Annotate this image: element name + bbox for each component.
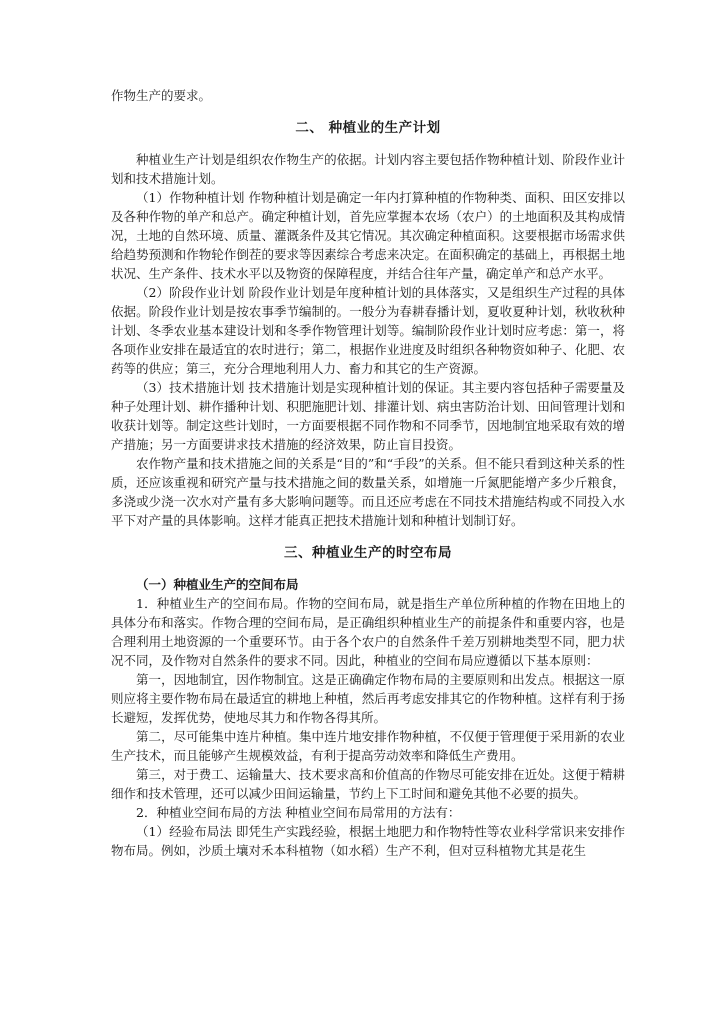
paragraph: 第三，对于费工、运输量大、技术要求高和价值高的作物尽可能安排在近处。这便于精耕细作和技术管理，还可以减少田间运输量，节约上下工时间和避免其他不必要的损失。 — [111, 767, 625, 801]
section-heading-planning: 二、 种植业的生产计划 — [295, 120, 441, 136]
paragraph: （1）作物种植计划 作物种植计划是确定一年内打算种植的作物种类、面积、田区安排以及各种作物的单产和总产。确定种植计划，首先应掌握本农场（农户）的土地面积及其构成情况，土地的自然环境、质量、灌溉条件及其它情况。其次确定种植面积。这要根据市场需求供给趋势预测和作物轮作倒茬的要求等因素综合考虑来决定。在面积确定的基础上，再根据土地状况、生产条件、技术水平以及物资的保障程度，并结合往年产量，确定单产和总产水平。 — [111, 190, 625, 281]
paragraph: 农作物产量和技术措施之间的关系是“目的”和“手段”的关系。但不能只看到这种关系的性质，还应该重视和研究产量与技术措施之间的数量关系，如增施一斤氮肥能增产多少斤粮食，多浇或少浇一次水对产量有多大影响问题等。而且还应考虑在不同技术措施结构或不同投入水平下对产量的具体影响。这样才能真正把技术措施计划和种植计划制订好。 — [111, 456, 625, 528]
intro-fragment: 作物生产的要求。 — [111, 88, 212, 103]
section-heading-layout: 三、种植业生产的时空布局 — [284, 545, 452, 561]
paragraph: 种植业生产计划是组织农作物生产的依据。计划内容主要包括作物种植计划、阶段作业计划和技术措施计划。 — [111, 152, 625, 186]
paragraph: 2．种植业空间布局的方法 种植业空间布局常用的方法有： — [136, 805, 461, 820]
paragraph: （1）经验布局法 即凭生产实践经验，根据土地肥力和作物特性等农业科学常识来安排作物布局。例如，沙质土壤对禾本科植物（如水稻）生产不利，但对豆科植物尤其是花生 — [111, 824, 625, 858]
paragraph: （2）阶段作业计划 阶段作业计划是年度种植计划的具体落实，又是组织生产过程的具体依据。阶段作业计划是按农事季节编制的。一般分为春耕春播计划，夏收夏种计划，秋收秋种计划、冬季农业基本建设计划和冬季作物管理计划等。编制阶段作业计划时应考虑：第一，将各项作业安排在最适宜的农时进行；第二，根据作业进度及时组织各种物资如种子、化肥、农药等的供应；第三，充分合理地利用人力、畜力和其它的生产资源。 — [111, 285, 625, 376]
document-body — [111, 86, 625, 860]
paragraph: （3）技术措施计划 技术措施计划是实现种植计划的保证。其主要内容包括种子需要量及种子处理计划、耕作播种计划、积肥施肥计划、排灌计划、病虫害防治计划、田间管理计划和收获计划等。制定这些计划时，一方面要根据不同作物和不同季节，因地制宜地采取有效的增产措施；另一方面要讲求技术措施的经济效果，防止盲目投资。 — [111, 380, 625, 452]
paragraph: 1．种植业生产的空间布局。作物的空间布局，就是指生产单位所种植的作物在田地上的具体分布和落实。作物合理的空间布局，是正确组织种植业生产的前提条件和重要内容，也是合理利用土地资源的一个重要环节。由于各个农户的自然条件千差万别耕地类型不同，肥力状况不同，及作物对自然条件的要求不同。因此，种植业的空间布局应遵循以下基本原则： — [111, 596, 625, 668]
paragraph: 第二，尽可能集中连片种植。集中连片地安排作物种植，不仅便于管理便于采用新的农业生产技术，而且能够产生规模效益，有利于提高劳动效率和降低生产费用。 — [111, 729, 625, 763]
paragraph: 第一，因地制宜，因作物制宜。这是正确确定作物布局的主要原则和出发点。根据这一原则应将主要作物布局在最适宜的耕地上种植，然后再考虑安排其它的作物种植。这样有利于扬长避短，发挥优势，使地尽其力和作物各得其所。 — [111, 672, 625, 725]
subsection-heading-spatial: （一）种植业生产的空间布局 — [136, 577, 299, 592]
